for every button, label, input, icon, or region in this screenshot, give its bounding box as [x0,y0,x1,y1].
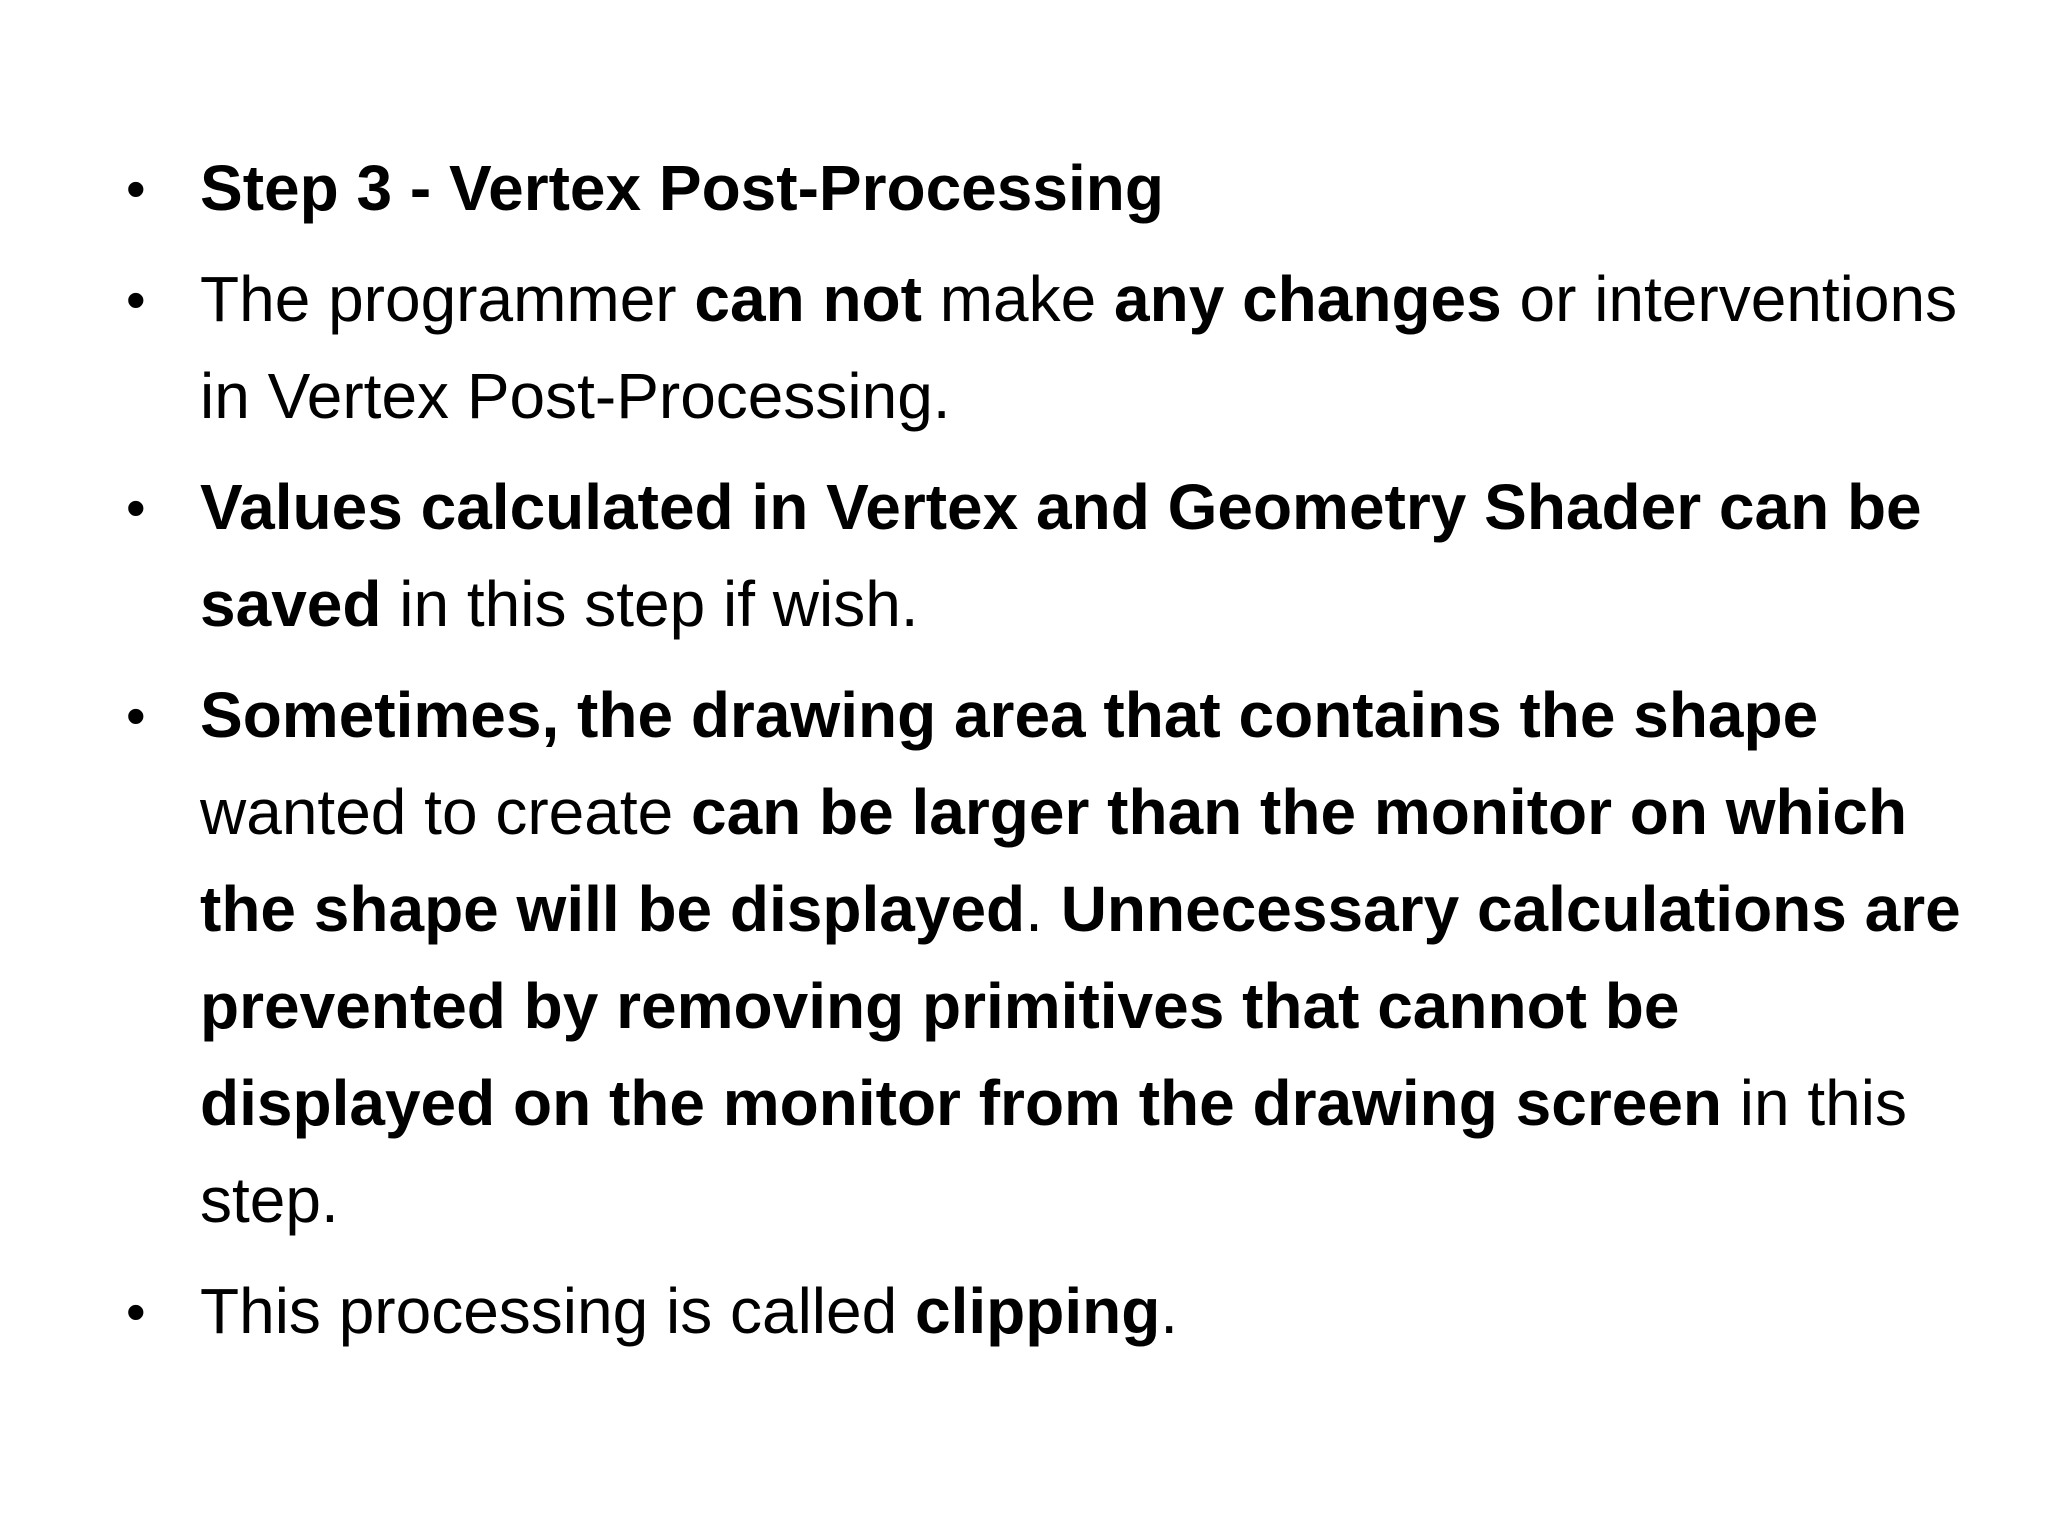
bullet-text: or interventions in Vertex Post-Processing. [200,263,1958,432]
bullet-text: . [1025,873,1061,945]
bullet-text: The programmer [200,263,695,335]
bullet-text-bold: any changes [1114,263,1502,335]
bullet-text-bold: clipping [914,1275,1161,1347]
bullet-text: This processing is called [200,1275,915,1347]
bullet-text: Step 3 - Vertex Post-Processing [200,152,1164,224]
bullet-text: make [921,263,1114,335]
bullet-text: in this step. [200,1067,1907,1236]
bullet-list [120,140,1970,1374]
bullet-text-bold: can not [694,263,922,335]
bullet-text-bold: Unnecessary calculations are prevented by removing primitives that cannot be displayed on the monitor from the drawing screen [200,873,1961,1139]
bullet-text-bold: Values calculated in Vertex and Geometry Shader can be saved [200,471,1922,640]
bullet-text: wanted to create [200,776,691,848]
bullet-text: in this step if wish. [381,568,919,640]
bullet-no-changes [120,251,1970,445]
bullet-text-bold: can be larger than the monitor on which the shape will be displayed [200,776,1908,945]
bullet-text-bold: Sometimes, the drawing area that contains the shape [200,679,1819,751]
bullet-drawing-area [120,667,1970,1249]
bullet-step-title [120,140,1970,237]
bullet-clipping [120,1263,1970,1360]
bullet-text: . [1160,1275,1179,1347]
bullet-values-saved [120,459,1970,653]
